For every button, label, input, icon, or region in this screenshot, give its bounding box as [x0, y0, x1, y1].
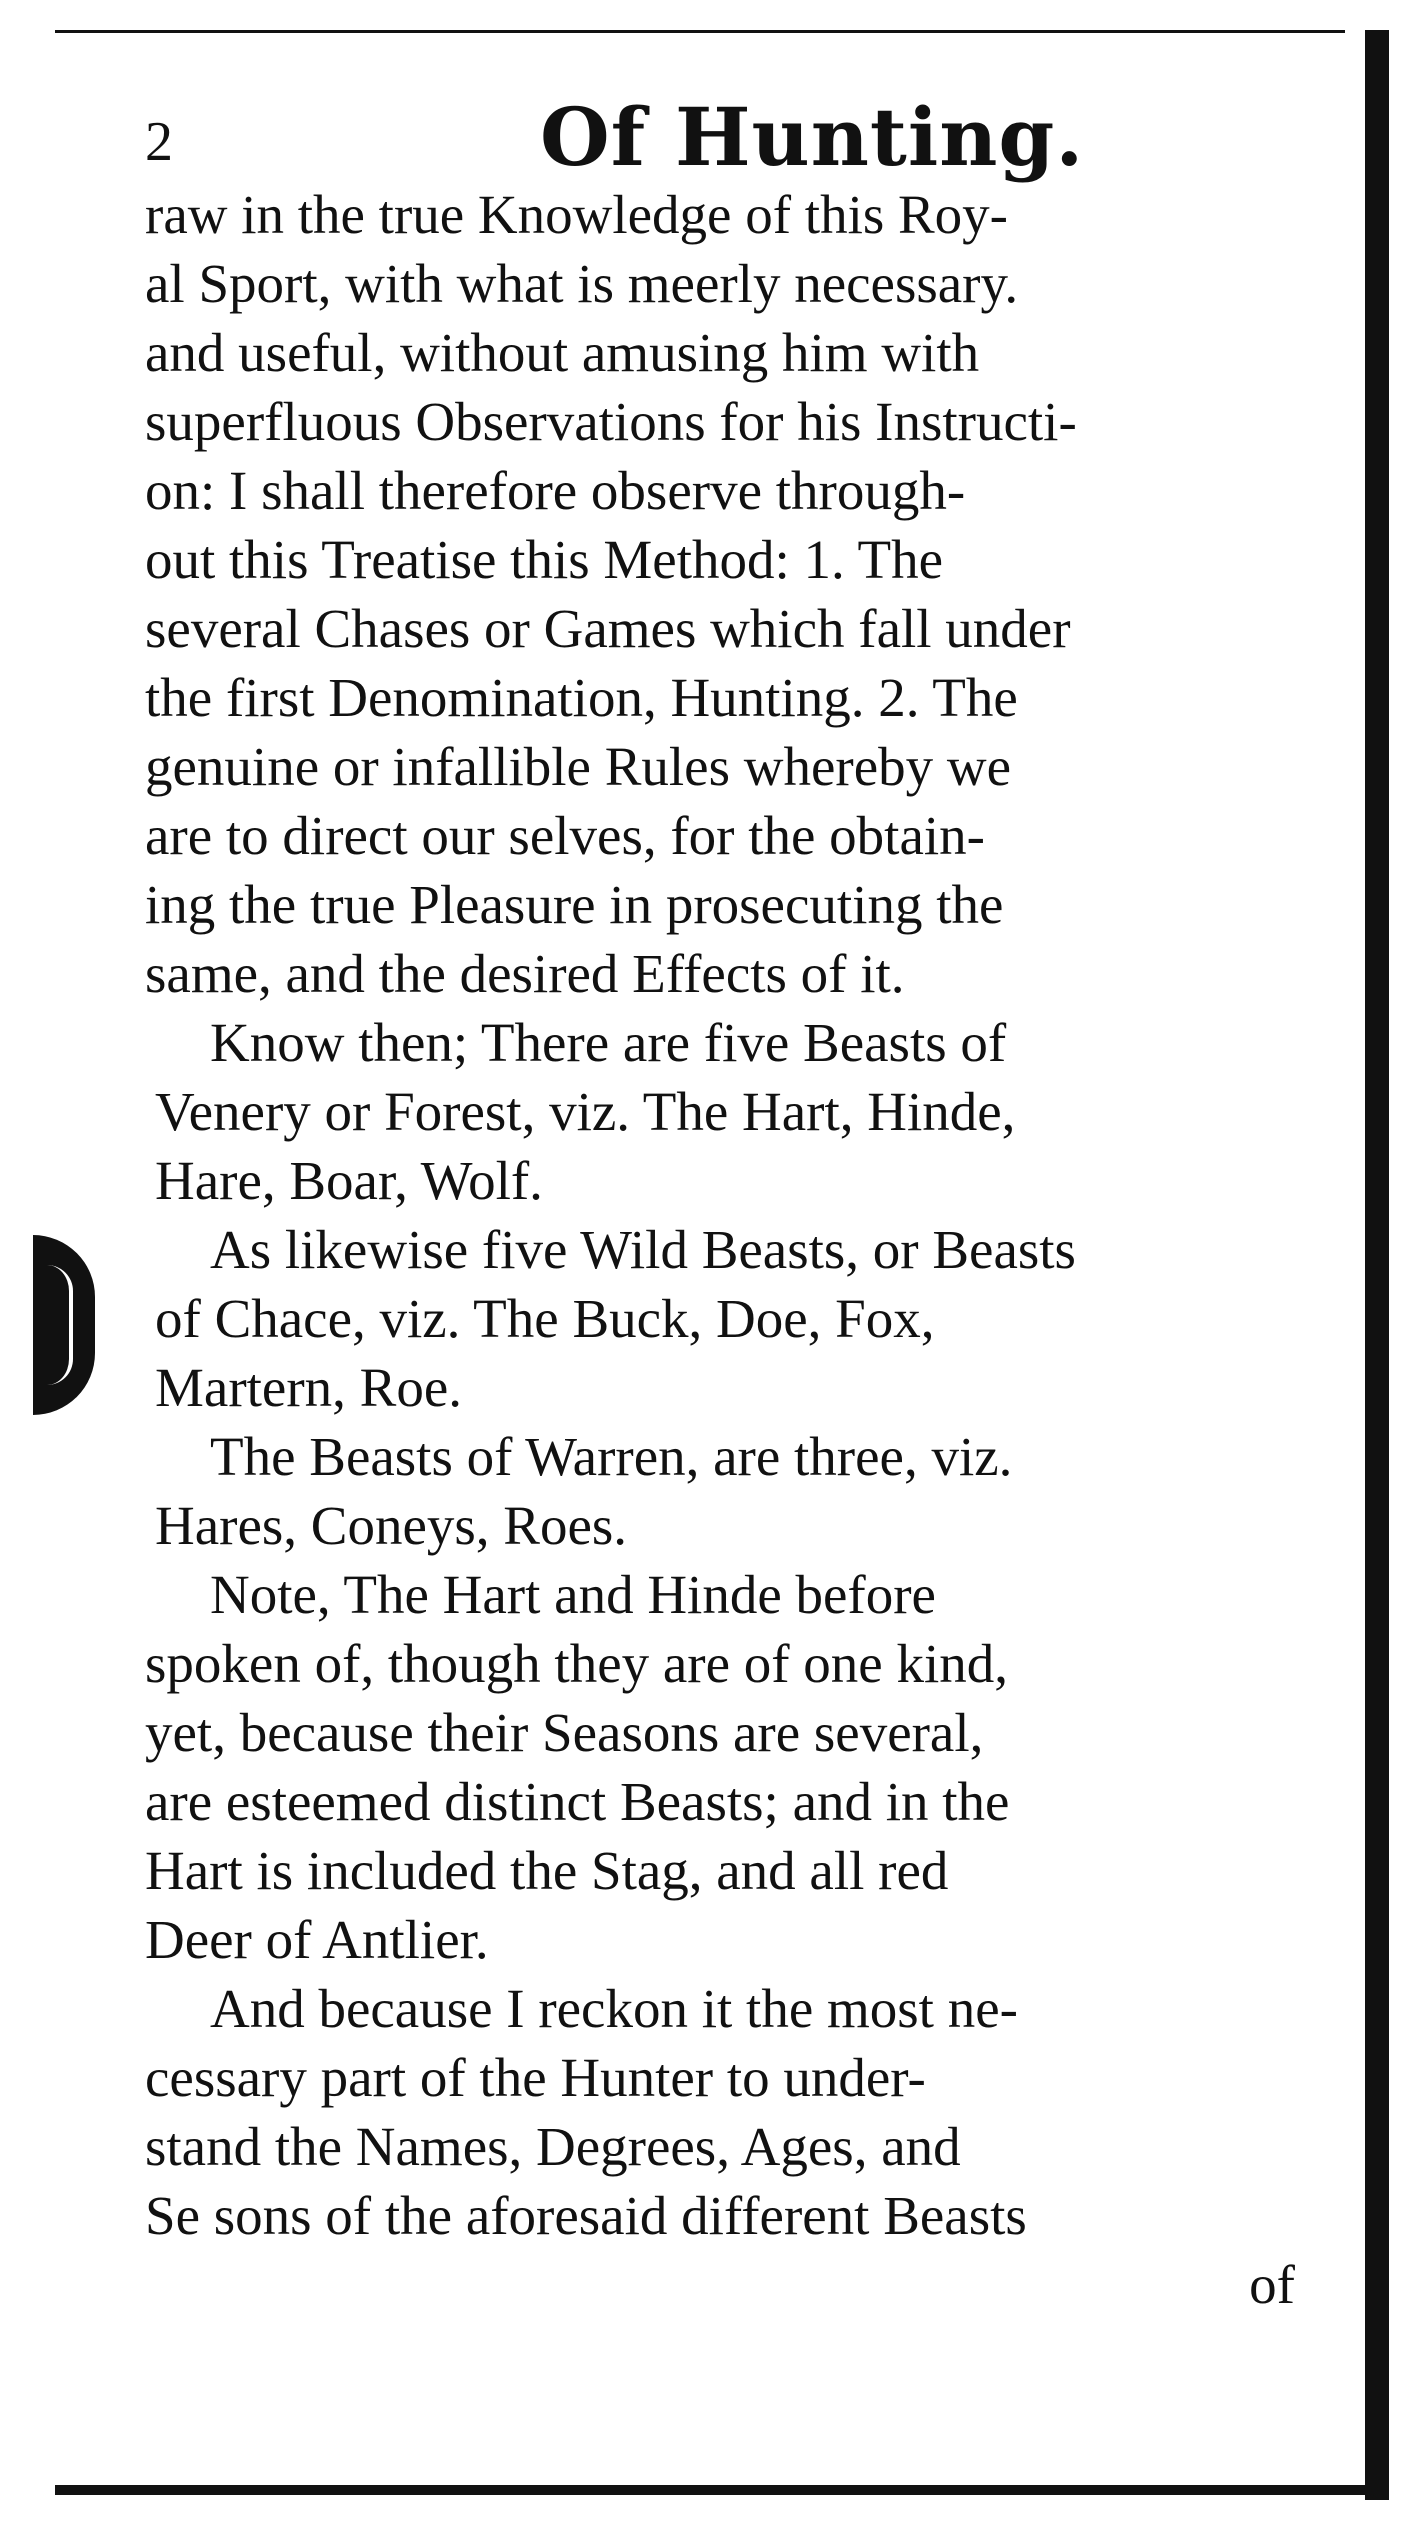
text-line: Venery or Forest, viz. The Hart, Hinde,	[155, 1081, 1016, 1142]
text-line: are to direct our selves, for the obtain-	[145, 805, 985, 866]
text-line: stand the Names, Degrees, Ages, and	[145, 2116, 961, 2177]
text-line: raw in the true Knowledge of this Roy-	[145, 184, 1009, 245]
text-line: the first Denomination, Hunting. 2. The	[145, 667, 1018, 728]
text-line: Hare, Boar, Wolf.	[155, 1150, 543, 1211]
page-number: 2	[145, 111, 173, 173]
page-bottom-edge	[55, 2485, 1385, 2495]
paragraph-beasts-of-warren	[145, 1422, 1315, 1560]
text-line: Hart is included the Stag, and all red	[145, 1840, 949, 1901]
text-line: The Beasts of Warren, are three, viz.	[210, 1426, 1013, 1487]
text-line: are esteemed distinct Beasts; and in the	[145, 1771, 1010, 1832]
text-line: Martern, Roe.	[155, 1357, 462, 1418]
paragraph-beasts-of-chace	[145, 1215, 1315, 1422]
text-line: and useful, without amusing him with	[145, 322, 980, 383]
text-line: Deer of Antlier.	[145, 1909, 489, 1970]
text-line: Hares, Coneys, Roes.	[155, 1495, 628, 1556]
page-body	[145, 180, 1315, 2319]
paragraph-method	[145, 180, 1315, 1008]
paragraph-note	[145, 1560, 1315, 1974]
text-line: same, and the desired Effects of it.	[145, 943, 905, 1004]
page-top-edge	[55, 30, 1345, 33]
text-line: superfluous Observations for his Instructi-	[145, 391, 1077, 452]
text-line: cessary part of the Hunter to under-	[145, 2047, 926, 2108]
paragraph-names-degrees	[145, 1974, 1315, 2250]
text-line: yet, because their Seasons are several,	[145, 1702, 984, 1763]
text-line: of Chace, viz. The Buck, Doe, Fox,	[155, 1288, 935, 1349]
page-right-edge	[1365, 30, 1389, 2500]
text-line: on: I shall therefore observe through-	[145, 460, 966, 521]
paragraph-beasts-of-venery	[145, 1008, 1315, 1215]
text-line: spoken of, though they are of one kind,	[145, 1633, 1009, 1694]
text-line: al Sport, with what is meerly necessary.	[145, 253, 1019, 314]
text-line: As likewise five Wild Beasts, or Beasts	[210, 1219, 1076, 1280]
binding-mark	[33, 1235, 95, 1415]
text-line: ing the true Pleasure in prosecuting the	[145, 874, 1004, 935]
text-line: genuine or infallible Rules whereby we	[145, 736, 1011, 797]
text-line: Know then; There are five Beasts of	[210, 1012, 1007, 1073]
text-line: And because I reckon it the most ne-	[210, 1978, 1018, 2039]
text-line: Se sons of the aforesaid different Beasts	[145, 2185, 1027, 2246]
text-line: out this Treatise this Method: 1. The	[145, 529, 944, 590]
text-line: several Chases or Games which fall under	[145, 598, 1071, 659]
running-title: Of Hunting.	[540, 90, 1085, 184]
text-line: Note, The Hart and Hinde before	[210, 1564, 936, 1625]
catchword: of	[1249, 2254, 1295, 2315]
